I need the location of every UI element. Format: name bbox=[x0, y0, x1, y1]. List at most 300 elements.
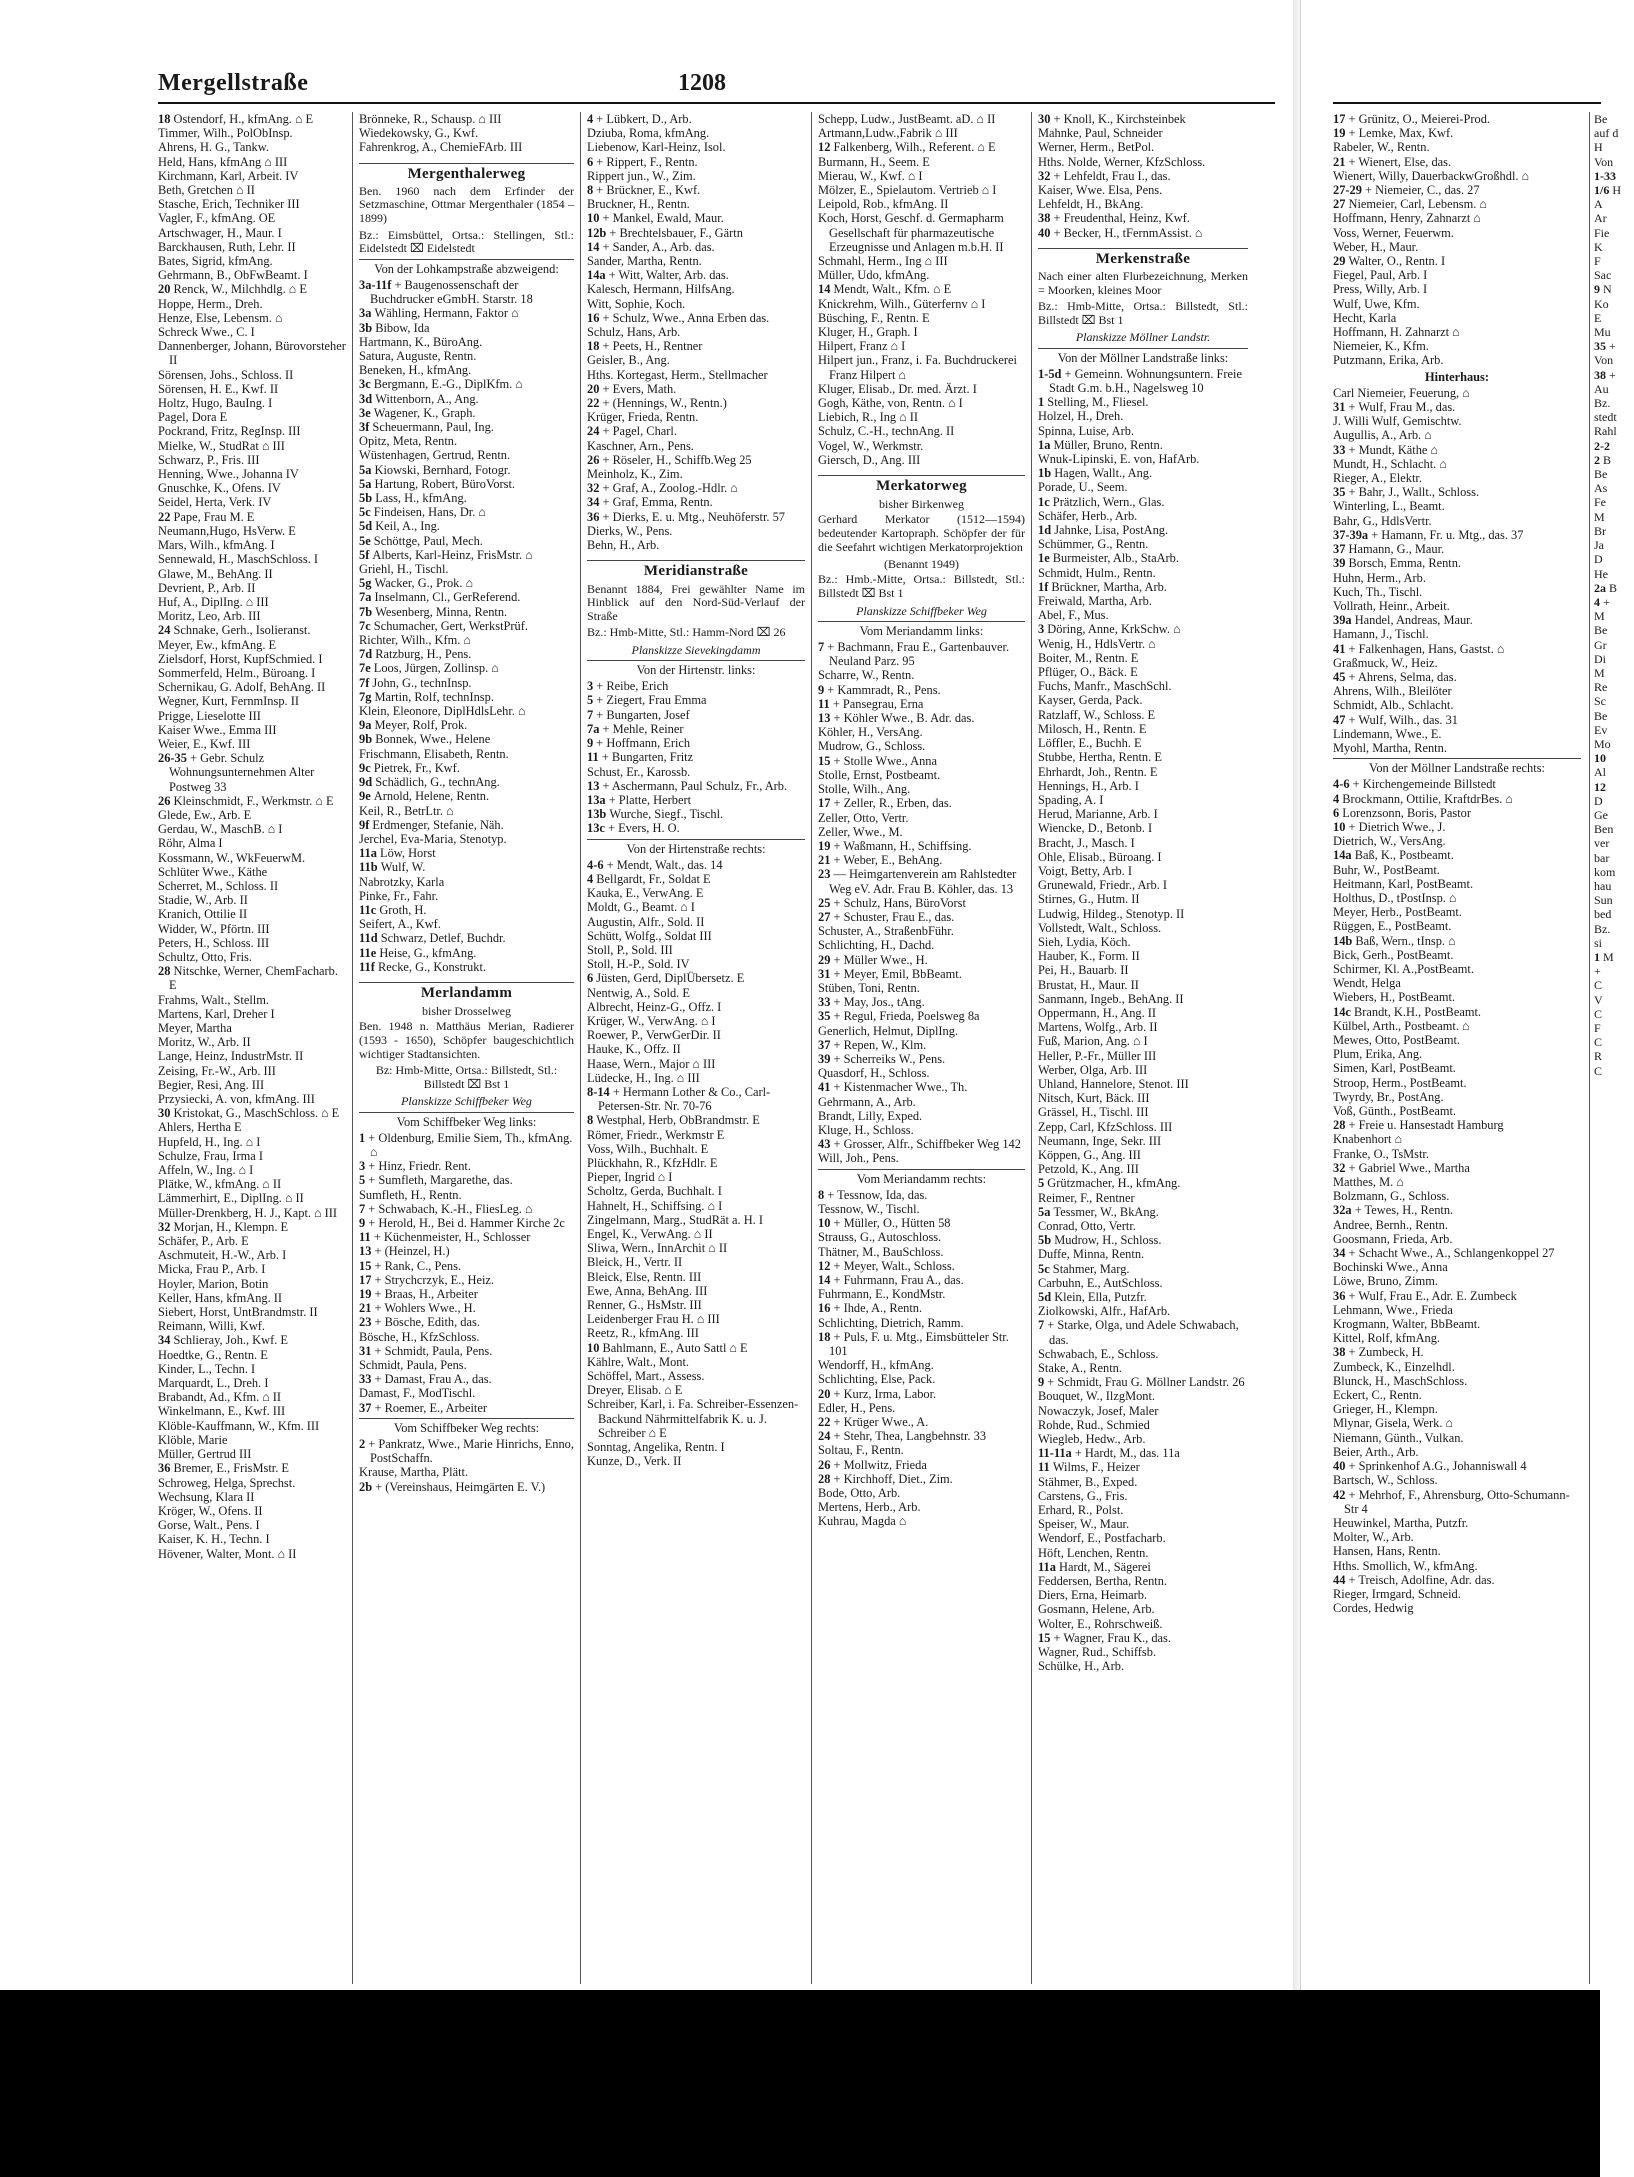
resident-entry bbox=[359, 832, 574, 846]
house-number: 11d bbox=[359, 931, 381, 946]
house-number: 4 bbox=[587, 871, 597, 886]
resident-text: + Schmidt, Frau G. Möllner Landstr. 26 bbox=[1047, 1375, 1245, 1390]
resident-entry bbox=[1038, 523, 1248, 537]
resident-text: Schmidt, Hulm., Rentn. bbox=[1038, 565, 1156, 580]
resident-entry bbox=[818, 1024, 1025, 1038]
resident-text: Hoyler, Marion, Botin bbox=[158, 1276, 269, 1291]
resident-text: Zingelmann, Marg., StudRät a. H. I bbox=[587, 1212, 763, 1227]
resident-entry bbox=[359, 377, 574, 391]
resident-entry bbox=[1038, 1574, 1248, 1588]
resident-entry bbox=[1038, 708, 1248, 722]
resident-entry bbox=[1333, 642, 1581, 656]
resident-entry bbox=[1038, 1404, 1248, 1418]
resident-entry bbox=[587, 396, 805, 410]
resident-text: + Damast, Frau A., das. bbox=[374, 1372, 492, 1387]
direction-heading: Vom Meriandamm links: bbox=[818, 621, 1025, 638]
house-number: 36 bbox=[1333, 1288, 1349, 1303]
resident-entry bbox=[1038, 409, 1248, 423]
house-number: 2 bbox=[359, 1436, 369, 1451]
resident-entry bbox=[158, 1376, 346, 1390]
resident-entry bbox=[1333, 339, 1581, 353]
house-number: 37 bbox=[1333, 542, 1349, 557]
resident-entry bbox=[158, 368, 346, 382]
house-number: 3 bbox=[1038, 622, 1048, 637]
resident-text: Ziolkowski, Alfr., HafArb. bbox=[1038, 1304, 1171, 1319]
resident-entry bbox=[1594, 282, 1634, 296]
resident-text: Meyer, Martha bbox=[158, 1021, 232, 1035]
resident-text: + Tessnow, Ida, das. bbox=[827, 1187, 928, 1202]
resident-text: Pflüger, O., Bäck. E bbox=[1038, 665, 1138, 680]
resident-entry bbox=[818, 867, 1025, 895]
resident-entry bbox=[1038, 1247, 1248, 1261]
resident-text: Ewe, Anna, BehAng. III bbox=[587, 1283, 708, 1298]
resident-entry bbox=[587, 1241, 805, 1255]
resident-entry bbox=[1594, 538, 1634, 552]
resident-text: + Ziegert, Frau Emma bbox=[596, 693, 707, 708]
resident-text: Inselmann, Cl., GerReferend. bbox=[374, 590, 521, 605]
resident-entry bbox=[1333, 698, 1581, 712]
resident-text: Wenig, H., HdlsVertr. ⌂ bbox=[1038, 636, 1156, 651]
resident-text: Wegner, Kurt, FernmInsp. II bbox=[158, 694, 299, 709]
resident-text: Frischmann, Elisabeth, Rentn. bbox=[359, 746, 509, 761]
resident-text: Mölzer, E., Spielautom. Vertrieb ⌂ I bbox=[818, 183, 997, 198]
resident-entry bbox=[1594, 907, 1634, 921]
resident-text: Spading, A. I bbox=[1038, 792, 1104, 807]
resident-text: Affeln, W., Ing. ⌂ I bbox=[158, 1163, 254, 1178]
resident-text: V bbox=[1594, 992, 1603, 1007]
street-description: Gerhard Merkator (1512—1594) bedeutender Kartopraph. Schöpfer der für die Seefahrt wichtigen Merkatorprojektion bbox=[818, 512, 1025, 554]
resident-entry bbox=[359, 1437, 574, 1465]
resident-entry bbox=[359, 846, 574, 860]
resident-entry bbox=[158, 737, 346, 751]
resident-text: Moldt, G., Beamt. ⌂ I bbox=[587, 900, 695, 915]
resident-entry bbox=[1594, 353, 1634, 367]
resident-entry bbox=[1594, 169, 1634, 183]
resident-entry bbox=[1038, 1389, 1248, 1403]
resident-entry bbox=[818, 739, 1025, 753]
street-title-mergenthalerweg: Mergenthalerweg bbox=[359, 163, 574, 181]
resident-entry bbox=[818, 853, 1025, 867]
house-number: 27 bbox=[818, 909, 834, 924]
house-number: 1f bbox=[1038, 579, 1052, 594]
resident-text: + Lemke, Max, Kwf. bbox=[1348, 126, 1454, 141]
house-number: 19 bbox=[1333, 126, 1349, 141]
house-number: 32 bbox=[587, 481, 603, 496]
resident-text: + Hardt, M., das. 11a bbox=[1074, 1446, 1180, 1461]
resident-text: C bbox=[1594, 1063, 1603, 1078]
resident-text: Wüstenhagen, Gertrud, Rentn. bbox=[359, 448, 511, 463]
resident-entry bbox=[359, 1173, 574, 1187]
resident-text: Holthus, D., tPostInsp. ⌂ bbox=[1333, 890, 1457, 905]
resident-entry bbox=[359, 1401, 574, 1415]
resident-text: Stasche, Erich, Techniker III bbox=[158, 197, 300, 212]
resident-text: Loos, Jürgen, Zollinsp. ⌂ bbox=[373, 661, 499, 676]
column-2 bbox=[359, 112, 574, 1984]
resident-text: Griehl, H., Tischl. bbox=[359, 562, 449, 577]
resident-text: + Pagel, Charl. bbox=[602, 424, 677, 439]
resident-text: Schümmer, G., Rentn. bbox=[1038, 537, 1149, 552]
resident-text: Bouquet, W., IlzgMont. bbox=[1038, 1389, 1156, 1404]
resident-text: Keil, R., BetrLtr. ⌂ bbox=[359, 803, 454, 818]
resident-entry bbox=[359, 1202, 574, 1216]
resident-entry bbox=[1594, 382, 1634, 396]
resident-entry bbox=[1333, 400, 1581, 414]
resident-entry bbox=[587, 1298, 805, 1312]
resident-text: Zeising, Fr.-W., Arb. III bbox=[158, 1063, 276, 1078]
resident-text: auf d bbox=[1594, 126, 1619, 141]
house-number: 8 bbox=[587, 183, 597, 198]
resident-entry bbox=[359, 548, 574, 562]
resident-text: Lange, Heinz, IndustrMstr. II bbox=[158, 1049, 304, 1064]
resident-entry bbox=[1594, 581, 1634, 595]
resident-text: Kuch, Th., Tischl. bbox=[1333, 584, 1423, 599]
resident-text: E bbox=[1594, 310, 1602, 325]
resident-entry bbox=[818, 1443, 1025, 1457]
street-description: Ben. 1960 nach dem Erfinder der Setzmaschine, Ottmar Mergenthaler (1854 – 1899) bbox=[359, 183, 574, 225]
resident-entry bbox=[158, 907, 346, 921]
resident-entry bbox=[1594, 155, 1634, 169]
resident-entry bbox=[1594, 623, 1634, 637]
resident-entry bbox=[1333, 514, 1581, 528]
resident-text: Damast, F., ModTischl. bbox=[359, 1386, 476, 1401]
resident-entry bbox=[818, 754, 1025, 768]
resident-entry bbox=[1038, 1617, 1248, 1631]
resident-entry bbox=[158, 140, 346, 154]
resident-entry bbox=[1594, 1064, 1634, 1078]
resident-entry bbox=[158, 893, 346, 907]
resident-text: Behn, H., Arb. bbox=[587, 538, 660, 553]
resident-text: Mahnke, Paul, Schneider bbox=[1038, 126, 1163, 141]
resident-text: Conrad, Otto, Vertr. bbox=[1038, 1219, 1136, 1233]
resident-text: Scheuermann, Paul, Ing. bbox=[372, 420, 494, 435]
house-number: 3 bbox=[587, 679, 597, 694]
column-3 bbox=[587, 112, 805, 1984]
house-number: 11 bbox=[359, 1230, 374, 1245]
resident-text: Kuhrau, Magda ⌂ bbox=[818, 1514, 907, 1529]
house-number: 21 bbox=[359, 1301, 375, 1316]
former-name: bisher Birkenweg bbox=[879, 497, 964, 512]
house-number: 9 bbox=[1038, 1375, 1048, 1390]
resident-entry bbox=[1333, 613, 1581, 627]
resident-entry bbox=[1333, 962, 1581, 976]
resident-entry bbox=[818, 1301, 1025, 1315]
house-number: 9f bbox=[359, 817, 373, 832]
resident-entry bbox=[587, 339, 805, 353]
house-number: 11a bbox=[359, 846, 380, 861]
house-number: 39 bbox=[818, 1051, 834, 1066]
resident-entry bbox=[1333, 542, 1581, 556]
resident-entry bbox=[158, 794, 346, 808]
resident-entry bbox=[359, 278, 574, 306]
resident-text: Bartsch, W., Schloss. bbox=[1333, 1473, 1438, 1488]
house-number: 20 bbox=[818, 1386, 834, 1401]
resident-text: Müller-Drenkberg, H. J., Kapt. ⌂ III bbox=[158, 1205, 338, 1220]
resident-text: Mierau, W., Kwf. ⌂ I bbox=[818, 168, 923, 183]
resident-entry bbox=[818, 796, 1025, 810]
resident-entry bbox=[158, 524, 346, 538]
header-rule bbox=[1333, 102, 1601, 104]
resident-text: + Wulf, Frau E., Adr. E. Zumbeck bbox=[1348, 1288, 1517, 1303]
resident-entry bbox=[1038, 1432, 1248, 1446]
resident-text: Meyer, Rolf, Prok. bbox=[374, 718, 468, 733]
resident-text: Will, Joh., Pens. bbox=[818, 1151, 899, 1166]
resident-entry bbox=[1038, 608, 1248, 622]
resident-text: Renck, W., Milchhdlg. ⌂ E bbox=[173, 282, 307, 297]
resident-text: + Grosser, Alfr., Schiffbeker Weg 142 bbox=[833, 1137, 1021, 1152]
resident-text: + Starke, Olga, und Adele Schwabach, das. bbox=[1047, 1318, 1239, 1347]
house-number: 2a bbox=[1594, 580, 1609, 595]
resident-entry bbox=[359, 590, 574, 604]
resident-text: Plückhahn, R., KfzHdlr. E bbox=[587, 1155, 718, 1170]
resident-entry bbox=[359, 1244, 574, 1258]
resident-entry bbox=[818, 981, 1025, 995]
resident-entry bbox=[1038, 226, 1248, 240]
resident-text: Rüggen, E., PostBeamt. bbox=[1333, 919, 1452, 934]
resident-entry bbox=[587, 1369, 805, 1383]
house-number: 4-6 bbox=[587, 857, 607, 872]
resident-text: Freiwald, Martha, Arb. bbox=[1038, 594, 1152, 609]
resident-entry bbox=[1594, 808, 1634, 822]
resident-entry bbox=[1038, 594, 1248, 608]
resident-text: Schwarz, Detlef, Buchdr. bbox=[380, 931, 506, 946]
resident-entry bbox=[158, 226, 346, 240]
resident-text: Putzmann, Erika, Arb. bbox=[1333, 353, 1444, 368]
resident-text: Hauke, K., Offz. II bbox=[587, 1042, 681, 1057]
resident-entry bbox=[587, 708, 805, 722]
street-description: Benannt 1884, Frei gewählter Name im Hinblick auf den Nord-Süd-Verlauf der Straße bbox=[587, 581, 805, 623]
house-number: 17 bbox=[818, 796, 834, 811]
resident-text: + Puls, F. u. Mtg., Eimsbütteler Str. 101 bbox=[829, 1329, 1009, 1359]
resident-text: + Krüger Wwe., A. bbox=[833, 1415, 929, 1430]
resident-text: B bbox=[1603, 452, 1612, 467]
house-number: 9c bbox=[359, 760, 374, 775]
resident-text: Arnold, Helene, Rentn. bbox=[373, 789, 490, 804]
resident-text: F bbox=[1594, 254, 1601, 269]
resident-entry bbox=[587, 240, 805, 254]
resident-entry bbox=[1594, 368, 1634, 382]
resident-entry bbox=[158, 680, 346, 694]
resident-text: + Platte, Herbert bbox=[608, 792, 692, 807]
column-divider bbox=[811, 112, 812, 1984]
house-number: 5 bbox=[359, 1173, 369, 1188]
resident-entry bbox=[1038, 665, 1248, 679]
house-number: 29 bbox=[1333, 254, 1349, 269]
resident-entry bbox=[818, 953, 1025, 967]
resident-text: Krüger, W., VerwAng. ⌂ I bbox=[587, 1013, 716, 1028]
resident-entry bbox=[359, 349, 574, 363]
resident-text: Zeller, Otto, Vertr. bbox=[818, 810, 909, 825]
resident-entry bbox=[1594, 197, 1634, 211]
resident-text: Wiedekowsky, G., Kwf. bbox=[359, 126, 479, 141]
resident-text: Widder, W., Pförtn. III bbox=[158, 921, 270, 936]
column-divider bbox=[352, 112, 353, 1984]
house-number: 27 bbox=[1333, 197, 1349, 212]
resident-entry bbox=[1594, 737, 1634, 751]
resident-entry bbox=[158, 1390, 346, 1404]
resident-text: Hoedtke, G., Rentn. E bbox=[158, 1347, 268, 1362]
resident-entry bbox=[1594, 211, 1634, 225]
resident-text: + Mollwitz, Frieda bbox=[833, 1457, 927, 1472]
house-number: 9 bbox=[359, 1215, 369, 1230]
resident-entry bbox=[1594, 865, 1634, 879]
scan-border bbox=[0, 1990, 1600, 2177]
resident-entry bbox=[818, 711, 1025, 725]
resident-entry bbox=[158, 1191, 346, 1205]
resident-entry bbox=[158, 1078, 346, 1092]
next-page-strip bbox=[1300, 0, 1622, 1990]
resident-entry bbox=[587, 872, 805, 886]
resident-text: Martin, Rolf, technInsp. bbox=[374, 689, 494, 704]
direction-heading: Von der Möllner Landstraße links: bbox=[1038, 348, 1248, 365]
house-number: 37 bbox=[359, 1400, 375, 1415]
resident-entry bbox=[1038, 1304, 1248, 1318]
resident-entry bbox=[158, 1163, 346, 1177]
resident-entry bbox=[1038, 1262, 1248, 1276]
resident-text: Buhr, W., PostBeamt. bbox=[1333, 862, 1440, 877]
house-number: 7c bbox=[359, 618, 374, 633]
resident-entry bbox=[359, 931, 574, 945]
resident-entry bbox=[1038, 126, 1248, 140]
resident-entry bbox=[1333, 443, 1581, 457]
resident-text: Eckert, C., Rentn. bbox=[1333, 1388, 1422, 1403]
resident-text: Kirchmann, Karl, Arbeit. IV bbox=[158, 168, 299, 183]
district-info: Bz.: Hmb.-Mitte, Ortsa.: Billstedt, Stl.: Billstedt ⌧ Bst 1 bbox=[818, 572, 1025, 601]
house-number: 18 bbox=[587, 339, 603, 354]
resident-entry bbox=[158, 1518, 346, 1532]
resident-entry bbox=[158, 822, 346, 836]
resident-text: + Regul, Frieda, Poelsweg 8a bbox=[833, 1009, 980, 1024]
resident-text: As bbox=[1594, 481, 1608, 496]
resident-text: M bbox=[1603, 949, 1614, 964]
resident-entry bbox=[158, 1234, 346, 1248]
resident-entry bbox=[359, 789, 574, 803]
resident-text: Gosmann, Helene, Arb. bbox=[1038, 1602, 1155, 1617]
resident-text: + Bungarten, Fritz bbox=[601, 750, 694, 765]
resident-entry bbox=[587, 311, 805, 325]
house-number: 39 bbox=[1333, 556, 1349, 571]
resident-text: Löw, Horst bbox=[380, 846, 436, 861]
resident-text: Wesenberg, Minna, Rentn. bbox=[375, 604, 508, 619]
resident-entry bbox=[587, 510, 805, 524]
resident-entry bbox=[359, 1301, 574, 1315]
resident-entry bbox=[1333, 471, 1581, 485]
resident-text: + Wienert, Else, das. bbox=[1348, 154, 1452, 169]
resident-entry bbox=[359, 562, 574, 576]
resident-text: Press, Willy, Arb. I bbox=[1333, 282, 1428, 297]
resident-text: Gogh, Käthe, von, Rentn. ⌂ I bbox=[818, 396, 963, 411]
resident-text: Stolle, Ernst, Postbeamt. bbox=[818, 767, 941, 782]
house-number: 21 bbox=[818, 853, 834, 868]
resident-text: Dietrich, W., VersAng. bbox=[1333, 834, 1446, 849]
resident-entry bbox=[1333, 1161, 1581, 1175]
resident-entry bbox=[359, 1216, 574, 1230]
resident-entry bbox=[158, 1547, 346, 1561]
resident-text: Stolle, Wilh., Ang. bbox=[818, 782, 911, 797]
resident-text: Mlynar, Gisela, Werk. ⌂ bbox=[1333, 1416, 1453, 1431]
resident-entry bbox=[359, 718, 574, 732]
resident-text: Kleinschmidt, F., Werkmstr. ⌂ E bbox=[173, 793, 334, 808]
resident-entry bbox=[587, 858, 805, 872]
resident-entry bbox=[587, 1014, 805, 1028]
resident-entry bbox=[818, 683, 1025, 697]
resident-entry bbox=[1333, 428, 1581, 442]
resident-entry bbox=[158, 1049, 346, 1063]
resident-text: Schmahl, Herm., Ing ⌂ III bbox=[818, 254, 948, 269]
resident-entry bbox=[587, 424, 805, 438]
resident-text: D bbox=[1594, 793, 1603, 808]
resident-entry bbox=[1333, 990, 1581, 1004]
resident-entry bbox=[1038, 992, 1248, 1006]
resident-text: Heise, G., kfmAng. bbox=[379, 945, 477, 960]
house-number: 5a bbox=[1038, 1204, 1054, 1219]
resident-text: + May, Jos., tAng. bbox=[833, 995, 925, 1010]
resident-entry bbox=[1594, 978, 1634, 992]
resident-text: Hecht, Karla bbox=[1333, 310, 1397, 325]
resident-text: Schäfer, P., Arb. E bbox=[158, 1234, 249, 1249]
resident-text: Brandt, K.H., PostBeamt. bbox=[1354, 1004, 1481, 1019]
resident-entry bbox=[1594, 836, 1634, 850]
resident-entry bbox=[1333, 1019, 1581, 1033]
resident-entry bbox=[587, 1355, 805, 1369]
resident-entry bbox=[1333, 183, 1581, 197]
resident-text: stedt bbox=[1594, 410, 1617, 425]
resident-entry bbox=[587, 353, 805, 367]
house-number: 15 bbox=[1038, 1630, 1054, 1645]
resident-text: Hoffmann, H. Zahnarzt ⌂ bbox=[1333, 325, 1460, 340]
resident-entry bbox=[1594, 609, 1634, 623]
house-number: 3e bbox=[359, 405, 374, 420]
resident-text: Rieger, Irmgard, Schneid. bbox=[1333, 1586, 1461, 1601]
resident-entry bbox=[158, 495, 346, 509]
house-number: 1b bbox=[1038, 466, 1055, 481]
resident-text: Au bbox=[1594, 381, 1609, 396]
resident-entry bbox=[587, 1170, 805, 1184]
resident-entry bbox=[818, 967, 1025, 981]
resident-text: Henze, Else, Lebensm. ⌂ bbox=[158, 310, 283, 325]
house-number: 5b bbox=[1038, 1233, 1055, 1248]
resident-entry bbox=[158, 1532, 346, 1546]
house-number: 40 bbox=[1333, 1459, 1349, 1474]
resident-entry bbox=[587, 1454, 805, 1468]
resident-text: Oppermann, H., Ang. II bbox=[1038, 1005, 1157, 1020]
resident-text: Klöble, Marie bbox=[158, 1432, 228, 1447]
resident-entry bbox=[158, 325, 346, 339]
resident-text: Brabandt, Ad., Kfm. ⌂ II bbox=[158, 1390, 282, 1405]
house-number: 11c bbox=[359, 902, 380, 917]
house-number: 13 bbox=[587, 778, 603, 793]
resident-entry bbox=[1333, 282, 1581, 296]
resident-entry bbox=[359, 1344, 574, 1358]
house-number: 38 bbox=[1038, 211, 1054, 226]
resident-entry bbox=[587, 183, 805, 197]
house-number: 3 bbox=[359, 1159, 369, 1174]
resident-entry bbox=[1594, 524, 1634, 538]
resident-entry bbox=[587, 155, 805, 169]
resident-text: + Braas, H., Arbeiter bbox=[374, 1286, 478, 1301]
house-number: 26 bbox=[587, 452, 603, 467]
resident-entry bbox=[818, 282, 1025, 296]
resident-entry bbox=[1594, 652, 1634, 666]
resident-entry bbox=[158, 922, 346, 936]
resident-text: Erhard, R., Polst. bbox=[1038, 1503, 1124, 1518]
resident-text: Mertens, Herb., Arb. bbox=[818, 1500, 921, 1515]
resident-entry bbox=[158, 751, 346, 794]
house-number: 5g bbox=[359, 576, 375, 591]
resident-entry bbox=[1333, 528, 1581, 542]
house-number: 1 bbox=[1038, 395, 1048, 410]
resident-entry bbox=[158, 1248, 346, 1262]
resident-entry bbox=[587, 368, 805, 382]
